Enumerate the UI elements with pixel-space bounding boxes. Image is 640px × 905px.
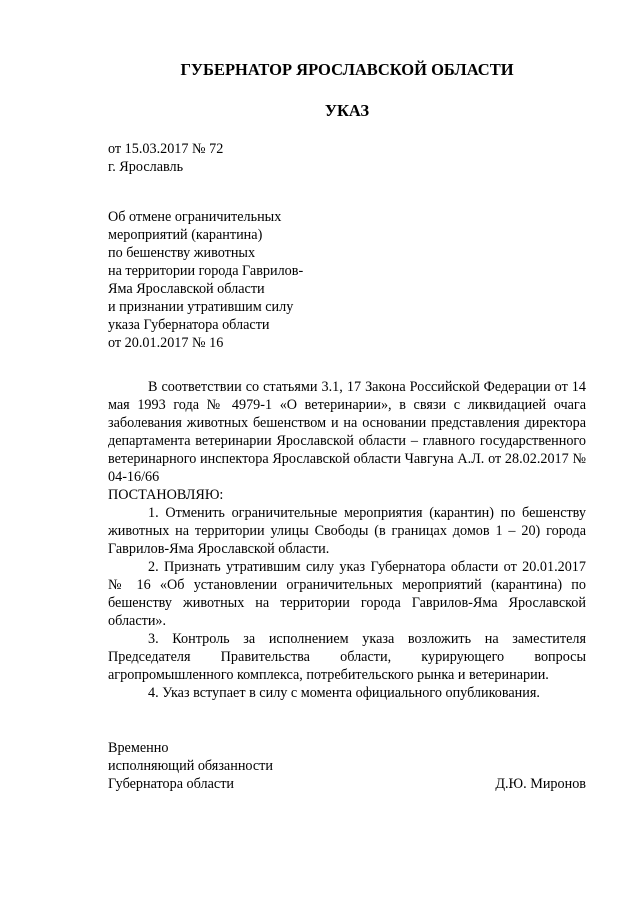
- subject-line: по бешенству животных: [108, 245, 256, 261]
- subject-line: указа Губернатора области: [108, 317, 270, 333]
- decree-item-2: 2. Признать утратившим силу указ Губернатора области от 20.01.2017 № 16 «Об установлении ограничительных мероприятий (карантина) по бешенству животных на территории города Гаврилов-Яма Ярославской области».: [108, 559, 586, 629]
- subject-line: Яма Ярославской области: [108, 281, 265, 297]
- date-number-line: от 15.03.2017 № 72: [108, 141, 224, 157]
- subject-line: от 20.01.2017 № 16: [108, 335, 224, 351]
- document-type-heading: УКАЗ: [324, 101, 370, 120]
- decree-body: [108, 378, 586, 702]
- subject-block: [108, 208, 303, 352]
- subject-line: на территории города Гаврилов-: [108, 263, 304, 279]
- decree-item-3: 3. Контроль за исполнением указа возложить на заместителя Председателя Правительства области, курирующего вопросы агропромышленного комплекса, потребительского рынка и ветеринарии.: [108, 631, 586, 683]
- city-line: г. Ярославль: [108, 159, 184, 175]
- signature-title-line: Временно: [108, 740, 169, 756]
- signature-title-block: [108, 739, 273, 793]
- decree-item-4: 4. Указ вступает в силу с момента официального опубликования.: [148, 685, 540, 701]
- signature-title-line: исполняющий обязанности: [108, 758, 273, 774]
- signatory-name: Д.Ю. Миронов: [495, 776, 586, 792]
- subject-line: Об отмене ограничительных: [108, 209, 282, 225]
- authority-heading: ГУБЕРНАТОР ЯРОСЛАВСКОЙ ОБЛАСТИ: [180, 60, 514, 79]
- preamble-paragraph: В соответствии со статьями 3.1, 17 Закона Российской Федерации от 14 мая 1993 года № 4979-1 «О ветеринарии», в связи с ликвидацией очага заболевания животных бешенством и на основании представления директора департамента ветеринарии Ярославской области – главного государственного ветеринарного инспектора Ярославской области Чавгуна А.Л. от 28.02.2017 № 04-16/66: [108, 379, 586, 485]
- subject-line: и признании утратившим силу: [108, 299, 294, 315]
- subject-line: мероприятий (карантина): [108, 227, 263, 243]
- decree-item-1: 1. Отменить ограничительные мероприятия (карантин) по бешенству животных на территории улицы Свободы (в границах домов 1 – 20) города Гаврилов-Яма Ярославской области.: [108, 505, 586, 557]
- decree-word: ПОСТАНОВЛЯЮ:: [108, 487, 224, 503]
- signature-title-line: Губернатора области: [108, 776, 234, 792]
